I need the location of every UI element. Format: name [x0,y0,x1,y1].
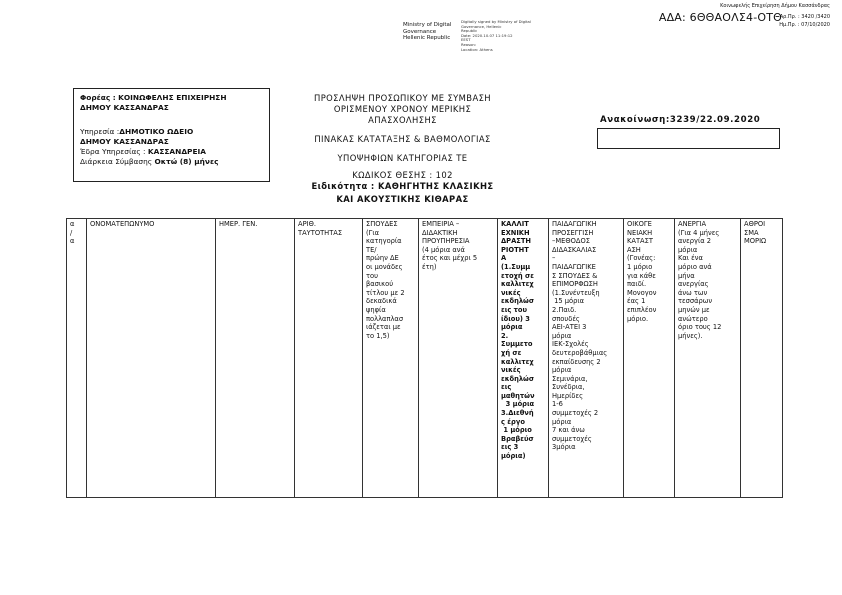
signature-line: Digitally signed by Ministry of Digital [461,19,531,24]
ministry-block [403,22,451,42]
ministry-line: Hellenic Republic [403,35,451,41]
table-header-row [67,219,783,498]
column-header-id-number: ΑΡΙΘ. ΤΑΥΤΟΤΗΤΑΣ [295,219,363,498]
ranking-table [66,218,783,498]
ministry-line: Governance [403,28,437,35]
column-header-experience: ΕΜΠΕΙΡΙΑ – ΔΙΔΑΚΤΙΚΗ ΠΡΟΥΠΗΡΕΣΙΑ (4 μόρια ανά έτος και μέχρι 5 έτη) [419,219,498,498]
signature-line: EEST [461,37,471,43]
title-line: ΚΑΙ ΑΚΟΥΣΤΙΚΗΣ ΚΙΘΑΡΑΣ [336,194,469,204]
column-header-aa: α / α [67,219,87,498]
employer-value-2: ΔΗΜΟΥ ΚΑΣΣΑΝΔΡΑΣ [80,103,169,112]
column-header-name: ΟΝΟΜΑΤΕΠΩΝΥΜΟ [87,219,216,498]
service-value-2: ΔΗΜΟΥ ΚΑΣΣΑΝΔΡΑΣ [80,137,169,146]
title-line: ΚΩΔΙΚΟΣ ΘΕΣΗΣ : 102 [352,170,453,180]
duration-value: Οκτώ (8) μήνες [154,157,219,166]
signature-line: Governance, Hellenic [461,23,502,29]
duration-label: Διάρκεια Σύμβασης [80,157,153,166]
employer-label: Φορέας : [80,93,116,102]
column-header-unemployment: ΑΝΕΡΓΙΑ (Για 4 μήνες ανεργία 2 μόρια Και ένα μόριο ανά μήνα ανεργίας άνω των τεσσάρων μηνών με ανώτερο όριο τους 12 μήνες). [675,219,741,498]
title-line: ΑΠΑΣΧΟΛΗΣΗΣ [368,115,437,125]
announcement-box [597,128,780,149]
title-line: ΠΙΝΑΚΑΣ ΚΑΤΑΤΑΞΗΣ & ΒΑΘΜΟΛΟΓΙΑΣ [314,134,491,144]
employer-info-box [73,88,270,182]
announcement-number: Ανακοίνωση:3239/22.09.2020 [600,115,761,125]
company-line: Κοινωφελής Επιχείρηση Δήμου Κασσάνδρας [720,3,830,9]
column-header-studies: ΣΠΟΥΔΕΣ (Για κατηγορία ΤΕ/ πρώην ΔΕ οι μονάδες του βασικού τίτλου με 2 δεκαδικά ψηφία πολλαπλασ ιάζεται με το 1,5) [363,219,419,498]
seat-label: Έδρα Υπηρεσίας : [80,147,146,156]
protocol-date: Ημ.Πρ. : 07/10/2020 [779,22,830,28]
title-line: ΟΡΙΣΜΕΝΟΥ ΧΡΟΝΟΥ ΜΕΡΙΚΗΣ [333,104,472,114]
title-line: Ειδικότητα : ΚΑΘΗΓΗΤΗΣ ΚΛΑΣΙΚΗΣ [311,181,494,191]
signature-line: Location: Athens [461,46,493,52]
service-label: Υπηρεσία : [80,127,120,136]
title-line: ΠΡΟΣΛΗΨΗ ΠΡΟΣΩΠΙΚΟΥ ΜΕ ΣΥΜΒΑΣΗ [314,93,491,103]
signature-line: Reason: [461,41,477,47]
ada-code: ΑΔΑ: 6ΘΘΑΟΛΣ4-ΟΤΘ [658,11,782,24]
employer-value: ΚΟΙΝΩΦΕΛΗΣ ΕΠΙΧΕΙΡΗΣΗ [118,93,227,102]
seat-value: ΚΑΣΣΑΝΔΡΕΙΑ [147,147,206,156]
column-header-family-status: ΟΙΚΟΓΕ ΝΕΙΑΚΗ ΚΑΤΑΣΤ ΑΣΗ (Γονέας: 1 μόριο για κάθε παιδί. Μονογον έας 1 επιπλέον μόριο. [624,219,675,498]
digital-signature-block [461,20,531,52]
signature-line: Republic [461,28,478,34]
column-header-total: ΑΘΡΟΙ ΣΜΑ ΜΟΡΙΩ [741,219,783,498]
column-header-birth-date: ΗΜΕΡ. ΓΕΝ. [216,219,295,498]
column-header-artistic-activity: ΚΑΛΛΙΤ ΕΧΝΙΚΗ ΔΡΑΣΤΗ ΡΙΟΤΗΤ Α (1.Συμμ ετοχή σε καλλιτεχ νικές εκδηλώσ εις του ίδιου) 3 μόρια 2. Συμμετο χή σε καλλιτεχ νικές εκδηλώσ εις μαθητών 3 μόρια 3.Διεθνή ς έργο 1 μόριο Βραβεύσ εις 3 μόρια) [498,219,549,498]
signature-line: Date: 2020.10.07 11:19:12 [461,32,513,38]
ministry-line: Ministry of Digital [403,22,452,28]
service-value: ΔΗΜΟΤΙΚΟ ΩΔΕΙΟ [119,127,194,136]
title-line: ΥΠΟΨΗΦΙΩΝ ΚΑΤΗΓΟΡΙΑΣ ΤΕ [337,153,468,163]
protocol-number: Αρ.Πρ. : 3420 /3420 [779,14,830,20]
column-header-pedagogical: ΠΑΙΔΑΓΩΓΙΚΗ ΠΡΟΣΕΓΓΙΣΗ –ΜΕΘΟΔΟΣ ΔΙΔΑΣΚΑΛΙΑΣ – ΠΑΙΔΑΓΩΓΙΚΕ Σ ΣΠΟΥΔΕΣ & ΕΠΙΜΟΡΦΩΣΗ (1.Συνέντευξη 15 μόρια 2.Παιδ. σπουδές ΑΕΙ-ΑΤΕΙ 3 μόρια ΙΕΚ-Σχολές δευτεροβάθμιας εκπαίδευσης 2 μόρια Σεμινάρια, Συνέδρια, Ημερίδες 1-6 συμμετοχές 2 μόρια 7 και άνω συμμετοχές 3μόρια [549,219,624,498]
